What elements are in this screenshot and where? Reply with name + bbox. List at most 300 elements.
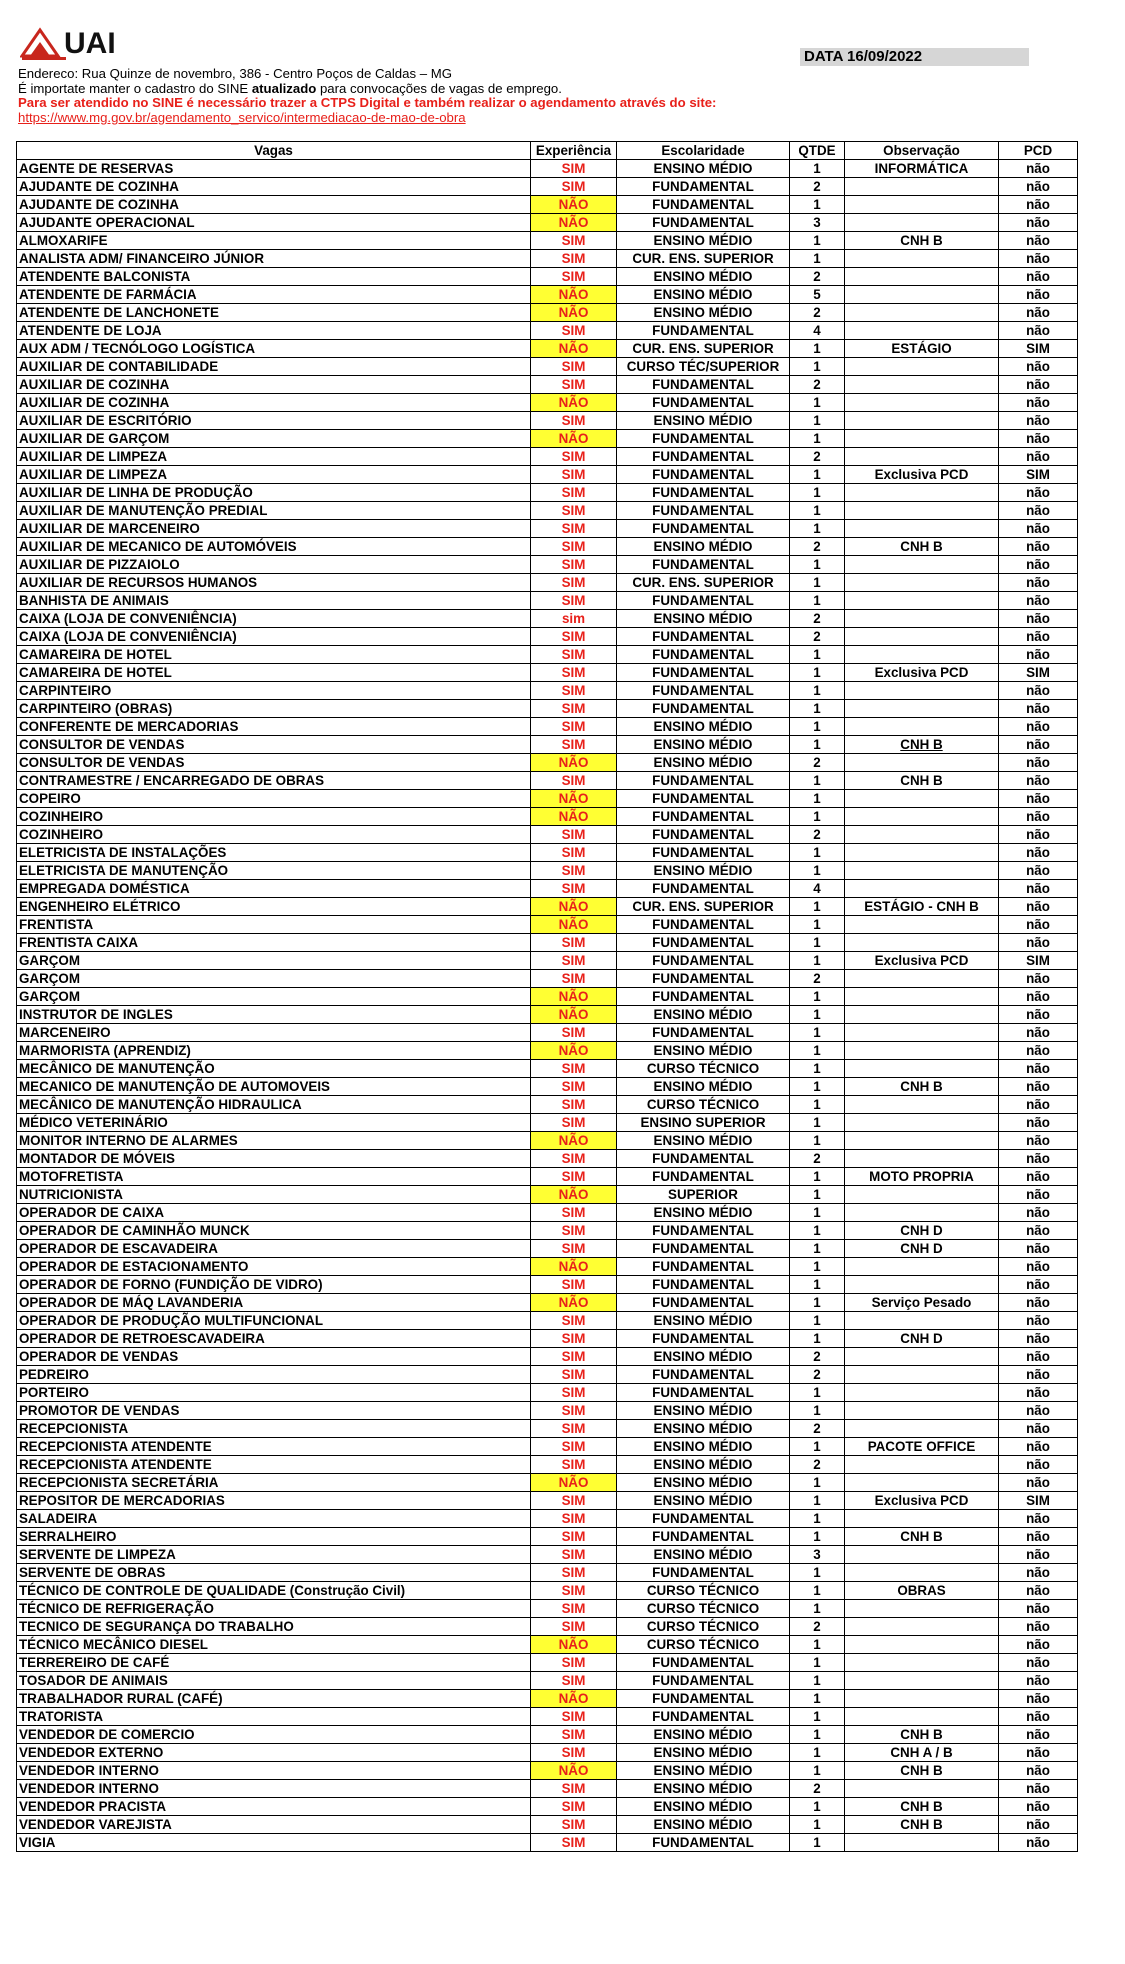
qtde-cell: 1 <box>790 1204 845 1222</box>
escolaridade-cell: FUNDAMENTAL <box>617 1672 790 1690</box>
experiencia-cell: SIM <box>531 322 617 340</box>
escolaridade-cell: FUNDAMENTAL <box>617 1654 790 1672</box>
experiencia-cell: SIM <box>531 1672 617 1690</box>
table-row <box>17 772 1078 790</box>
scheduling-link[interactable]: https://www.mg.gov.br/agendamento_servico/intermediacao-de-mao-de-obra <box>18 109 466 125</box>
table-row <box>17 1798 1078 1816</box>
vaga-cell: VENDEDOR INTERNO <box>17 1762 531 1780</box>
vaga-cell: MARCENEIRO <box>17 1024 531 1042</box>
pcd-cell: não <box>999 1204 1078 1222</box>
qtde-cell: 2 <box>790 1348 845 1366</box>
pcd-cell: SIM <box>999 952 1078 970</box>
observacao-cell <box>845 1096 999 1114</box>
escolaridade-cell: FUNDAMENTAL <box>617 1168 790 1186</box>
vaga-cell: OPERADOR DE ESCAVADEIRA <box>17 1240 531 1258</box>
vaga-cell: CAMAREIRA DE HOTEL <box>17 664 531 682</box>
pcd-cell: não <box>999 1546 1078 1564</box>
vaga-cell: OPERADOR DE VENDAS <box>17 1348 531 1366</box>
experiencia-cell: NÃO <box>531 304 617 322</box>
experiencia-cell: SIM <box>531 1150 617 1168</box>
experiencia-cell: NÃO <box>531 1294 617 1312</box>
vaga-cell: OPERADOR DE ESTACIONAMENTO <box>17 1258 531 1276</box>
observacao-cell <box>845 1276 999 1294</box>
experiencia-cell: SIM <box>531 1078 617 1096</box>
vaga-cell: AJUDANTE DE COZINHA <box>17 178 531 196</box>
qtde-cell: 1 <box>790 1492 845 1510</box>
vaga-cell: TÉCNICO DE CONTROLE DE QUALIDADE (Construção Civil) <box>17 1582 531 1600</box>
table-row <box>17 754 1078 772</box>
pcd-cell: não <box>999 1024 1078 1042</box>
observacao-cell: Exclusiva PCD <box>845 1492 999 1510</box>
experiencia-cell: SIM <box>531 1060 617 1078</box>
experiencia-cell: SIM <box>531 1798 617 1816</box>
experiencia-cell: SIM <box>531 160 617 178</box>
experiencia-cell: SIM <box>531 358 617 376</box>
vaga-cell: TÉCNICO DE REFRIGERAÇÃO <box>17 1600 531 1618</box>
pcd-cell: não <box>999 196 1078 214</box>
experiencia-cell: SIM <box>531 1330 617 1348</box>
vaga-cell: ATENDENTE DE FARMÁCIA <box>17 286 531 304</box>
experiencia-cell: NÃO <box>531 430 617 448</box>
experiencia-cell: SIM <box>531 1402 617 1420</box>
vaga-cell: CARPINTEIRO <box>17 682 531 700</box>
qtde-cell: 1 <box>790 1816 845 1834</box>
experiencia-cell: SIM <box>531 268 617 286</box>
vaga-cell: INSTRUTOR DE INGLES <box>17 1006 531 1024</box>
table-row <box>17 304 1078 322</box>
qtde-cell: 1 <box>790 1510 845 1528</box>
pcd-cell: não <box>999 394 1078 412</box>
escolaridade-cell: ENSINO MÉDIO <box>617 1204 790 1222</box>
qtde-cell: 3 <box>790 214 845 232</box>
vaga-cell: TRABALHADOR RURAL (CAFÉ) <box>17 1690 531 1708</box>
escolaridade-cell: ENSINO MÉDIO <box>617 1762 790 1780</box>
observacao-cell <box>845 1150 999 1168</box>
observacao-cell <box>845 1024 999 1042</box>
escolaridade-cell: FUNDAMENTAL <box>617 952 790 970</box>
escolaridade-cell: ENSINO MÉDIO <box>617 1006 790 1024</box>
pcd-cell: não <box>999 1726 1078 1744</box>
vaga-cell: MECÂNICO DE MANUTENÇÃO <box>17 1060 531 1078</box>
observacao-cell <box>845 1834 999 1852</box>
escolaridade-cell: CURSO TÉCNICO <box>617 1600 790 1618</box>
pcd-cell: não <box>999 1708 1078 1726</box>
table-row <box>17 160 1078 178</box>
observacao-cell <box>845 214 999 232</box>
vaga-cell: AUXILIAR DE COZINHA <box>17 376 531 394</box>
observacao-cell: ESTÁGIO <box>845 340 999 358</box>
vaga-cell: RECEPCIONISTA ATENDENTE <box>17 1456 531 1474</box>
experiencia-cell: NÃO <box>531 1258 617 1276</box>
qtde-cell: 1 <box>790 1060 845 1078</box>
table-row <box>17 970 1078 988</box>
vaga-cell: AUXILIAR DE CONTABILIDADE <box>17 358 531 376</box>
table-row <box>17 448 1078 466</box>
notice-pre: É importate manter o cadastro do SINE <box>18 80 252 96</box>
observacao-cell: CNH A / B <box>845 1744 999 1762</box>
vaga-cell: REPOSITOR DE MERCADORIAS <box>17 1492 531 1510</box>
experiencia-cell: NÃO <box>531 1636 617 1654</box>
vaga-cell: AUXILIAR DE LIMPEZA <box>17 466 531 484</box>
table-row <box>17 1204 1078 1222</box>
vaga-cell: TRATORISTA <box>17 1708 531 1726</box>
table-row <box>17 520 1078 538</box>
vaga-cell: OPERADOR DE CAMINHÃO MUNCK <box>17 1222 531 1240</box>
vaga-cell: AUXILIAR DE PIZZAIOLO <box>17 556 531 574</box>
experiencia-cell: SIM <box>531 772 617 790</box>
escolaridade-cell: ENSINO MÉDIO <box>617 718 790 736</box>
table-row <box>17 628 1078 646</box>
escolaridade-cell: FUNDAMENTAL <box>617 790 790 808</box>
pcd-cell: não <box>999 1438 1078 1456</box>
pcd-cell: não <box>999 898 1078 916</box>
notice-post: para convocações de vagas de emprego. <box>316 80 562 96</box>
pcd-cell: não <box>999 1510 1078 1528</box>
observacao-cell <box>845 970 999 988</box>
qtde-cell: 1 <box>790 1744 845 1762</box>
experiencia-cell: NÃO <box>531 394 617 412</box>
escolaridade-cell: CUR. ENS. SUPERIOR <box>617 250 790 268</box>
observacao-cell: CNH D <box>845 1330 999 1348</box>
experiencia-cell: SIM <box>531 1348 617 1366</box>
table-row <box>17 1402 1078 1420</box>
pcd-cell: não <box>999 1078 1078 1096</box>
observacao-cell <box>845 1780 999 1798</box>
experiencia-cell: NÃO <box>531 1132 617 1150</box>
pcd-cell: não <box>999 1276 1078 1294</box>
experiencia-cell: NÃO <box>531 1474 617 1492</box>
experiencia-cell: SIM <box>531 862 617 880</box>
table-row <box>17 322 1078 340</box>
experiencia-cell: NÃO <box>531 1690 617 1708</box>
observacao-cell: CNH B <box>845 1816 999 1834</box>
observacao-cell <box>845 1114 999 1132</box>
experiencia-cell: NÃO <box>531 340 617 358</box>
qtde-cell: 1 <box>790 790 845 808</box>
table-row <box>17 1636 1078 1654</box>
vaga-cell: PROMOTOR DE VENDAS <box>17 1402 531 1420</box>
observacao-cell: CNH B <box>845 538 999 556</box>
observacao-cell: CNH B <box>845 736 999 754</box>
table-row <box>17 1006 1078 1024</box>
escolaridade-cell: FUNDAMENTAL <box>617 1708 790 1726</box>
vaga-cell: CAMAREIRA DE HOTEL <box>17 646 531 664</box>
table-row <box>17 1078 1078 1096</box>
table-row <box>17 1510 1078 1528</box>
table-row <box>17 502 1078 520</box>
table-header-row <box>17 142 1078 160</box>
pcd-cell: não <box>999 1132 1078 1150</box>
info-block <box>18 67 1108 125</box>
escolaridade-cell: ENSINO MÉDIO <box>617 1078 790 1096</box>
experiencia-cell: SIM <box>531 682 617 700</box>
qtde-cell: 1 <box>790 484 845 502</box>
table-row <box>17 1816 1078 1834</box>
table-row <box>17 1474 1078 1492</box>
qtde-cell: 1 <box>790 1186 845 1204</box>
table-row <box>17 952 1078 970</box>
experiencia-cell: SIM <box>531 1654 617 1672</box>
observacao-cell <box>845 1456 999 1474</box>
observacao-cell <box>845 1708 999 1726</box>
pcd-cell: não <box>999 1690 1078 1708</box>
vaga-cell: VENDEDOR DE COMERCIO <box>17 1726 531 1744</box>
table-row <box>17 1708 1078 1726</box>
vaga-cell: OPERADOR DE PRODUÇÃO MULTIFUNCIONAL <box>17 1312 531 1330</box>
qtde-cell: 1 <box>790 1762 845 1780</box>
experiencia-cell: SIM <box>531 1276 617 1294</box>
table-row <box>17 1096 1078 1114</box>
observacao-cell: MOTO PROPRIA <box>845 1168 999 1186</box>
pcd-cell: não <box>999 772 1078 790</box>
escolaridade-cell: FUNDAMENTAL <box>617 700 790 718</box>
vaga-cell: MONTADOR DE MÓVEIS <box>17 1150 531 1168</box>
pcd-cell: não <box>999 1654 1078 1672</box>
qtde-cell: 1 <box>790 412 845 430</box>
table-row <box>17 1150 1078 1168</box>
table-row <box>17 268 1078 286</box>
table-row <box>17 1258 1078 1276</box>
table-row <box>17 1672 1078 1690</box>
notice-bold: atualizado <box>251 80 317 96</box>
escolaridade-cell: FUNDAMENTAL <box>617 1240 790 1258</box>
observacao-cell <box>845 1546 999 1564</box>
vaga-cell: VENDEDOR INTERNO <box>17 1780 531 1798</box>
experiencia-cell: SIM <box>531 448 617 466</box>
qtde-cell: 1 <box>790 1564 845 1582</box>
vaga-cell: AUXILIAR DE MANUTENÇÃO PREDIAL <box>17 502 531 520</box>
vaga-cell: AUXILIAR DE ESCRITÓRIO <box>17 412 531 430</box>
observacao-cell <box>845 178 999 196</box>
qtde-cell: 1 <box>790 700 845 718</box>
experiencia-cell: SIM <box>531 1816 617 1834</box>
qtde-cell: 1 <box>790 520 845 538</box>
experiencia-cell: SIM <box>531 1726 617 1744</box>
table-row <box>17 1132 1078 1150</box>
escolaridade-cell: FUNDAMENTAL <box>617 376 790 394</box>
vaga-cell: AUXILIAR DE GARÇOM <box>17 430 531 448</box>
vaga-cell: CAIXA (LOJA DE CONVENIÊNCIA) <box>17 628 531 646</box>
qtde-cell: 1 <box>790 1690 845 1708</box>
qtde-cell: 1 <box>790 1168 845 1186</box>
table-row <box>17 1456 1078 1474</box>
table-row <box>17 214 1078 232</box>
table-row <box>17 340 1078 358</box>
experiencia-cell: NÃO <box>531 808 617 826</box>
pcd-cell: não <box>999 1762 1078 1780</box>
table-row <box>17 1114 1078 1132</box>
experiencia-cell: SIM <box>531 844 617 862</box>
observacao-cell <box>845 1204 999 1222</box>
table-row <box>17 250 1078 268</box>
qtde-cell: 1 <box>790 1582 845 1600</box>
table-row <box>17 1546 1078 1564</box>
experiencia-cell: SIM <box>531 646 617 664</box>
experiencia-cell: SIM <box>531 826 617 844</box>
qtde-cell: 1 <box>790 772 845 790</box>
observacao-cell: INFORMÁTICA <box>845 160 999 178</box>
qtde-cell: 1 <box>790 466 845 484</box>
table-row <box>17 466 1078 484</box>
warning-line: Para ser atendido no SINE é necessário trazer a CTPS Digital e também realizar o agendamento através do site: <box>18 95 717 111</box>
pcd-cell: não <box>999 1798 1078 1816</box>
vaga-cell: COZINHEIRO <box>17 808 531 826</box>
escolaridade-cell: FUNDAMENTAL <box>617 466 790 484</box>
qtde-cell: 1 <box>790 340 845 358</box>
observacao-cell: CNH B <box>845 772 999 790</box>
escolaridade-cell: FUNDAMENTAL <box>617 1150 790 1168</box>
pcd-cell: não <box>999 1600 1078 1618</box>
pcd-cell: não <box>999 430 1078 448</box>
column-header-escolaridade: Escolaridade <box>617 142 790 160</box>
pcd-cell: não <box>999 934 1078 952</box>
column-header-experiencia: Experiência <box>531 142 617 160</box>
pcd-cell: não <box>999 1240 1078 1258</box>
qtde-cell: 2 <box>790 1366 845 1384</box>
experiencia-cell: SIM <box>531 1834 617 1852</box>
pcd-cell: SIM <box>999 466 1078 484</box>
pcd-cell: não <box>999 574 1078 592</box>
observacao-cell <box>845 646 999 664</box>
qtde-cell: 1 <box>790 1240 845 1258</box>
table-row <box>17 664 1078 682</box>
experiencia-cell: SIM <box>531 1222 617 1240</box>
escolaridade-cell: ENSINO MÉDIO <box>617 538 790 556</box>
qtde-cell: 1 <box>790 1708 845 1726</box>
vaga-cell: ENGENHEIRO ELÉTRICO <box>17 898 531 916</box>
escolaridade-cell: FUNDAMENTAL <box>617 844 790 862</box>
experiencia-cell: NÃO <box>531 898 617 916</box>
observacao-cell <box>845 610 999 628</box>
vaga-cell: TERREREIRO DE CAFÉ <box>17 1654 531 1672</box>
experiencia-cell: SIM <box>531 376 617 394</box>
vaga-cell: ATENDENTE BALCONISTA <box>17 268 531 286</box>
observacao-cell <box>845 502 999 520</box>
vaga-cell: NUTRICIONISTA <box>17 1186 531 1204</box>
vaga-cell: EMPREGADA DOMÉSTICA <box>17 880 531 898</box>
pcd-cell: não <box>999 754 1078 772</box>
pcd-cell: não <box>999 502 1078 520</box>
experiencia-cell: SIM <box>531 1024 617 1042</box>
vaga-cell: OPERADOR DE FORNO (FUNDIÇÃO DE VIDRO) <box>17 1276 531 1294</box>
escolaridade-cell: ENSINO MÉDIO <box>617 1726 790 1744</box>
experiencia-cell: NÃO <box>531 1006 617 1024</box>
experiencia-cell: SIM <box>531 592 617 610</box>
qtde-cell: 2 <box>790 610 845 628</box>
pcd-cell: não <box>999 610 1078 628</box>
pcd-cell: não <box>999 1006 1078 1024</box>
table-row <box>17 898 1078 916</box>
vaga-cell: AJUDANTE DE COZINHA <box>17 196 531 214</box>
qtde-cell: 1 <box>790 1330 845 1348</box>
vaga-cell: ELETRICISTA DE INSTALAÇÕES <box>17 844 531 862</box>
vaga-cell: CAIXA (LOJA DE CONVENIÊNCIA) <box>17 610 531 628</box>
escolaridade-cell: FUNDAMENTAL <box>617 1258 790 1276</box>
table-row <box>17 718 1078 736</box>
table-row <box>17 826 1078 844</box>
qtde-cell: 2 <box>790 1150 845 1168</box>
qtde-cell: 2 <box>790 268 845 286</box>
qtde-cell: 1 <box>790 1726 845 1744</box>
vaga-cell: VENDEDOR EXTERNO <box>17 1744 531 1762</box>
table-row <box>17 592 1078 610</box>
experiencia-cell: SIM <box>531 412 617 430</box>
qtde-cell: 1 <box>790 988 845 1006</box>
qtde-cell: 1 <box>790 916 845 934</box>
pcd-cell: não <box>999 1150 1078 1168</box>
vaga-cell: CARPINTEIRO (OBRAS) <box>17 700 531 718</box>
pcd-cell: não <box>999 844 1078 862</box>
experiencia-cell: SIM <box>531 736 617 754</box>
observacao-cell <box>845 826 999 844</box>
vaga-cell: AUXILIAR DE MARCENEIRO <box>17 520 531 538</box>
table-row <box>17 1618 1078 1636</box>
pcd-cell: não <box>999 250 1078 268</box>
vaga-cell: ATENDENTE DE LANCHONETE <box>17 304 531 322</box>
vaga-cell: RECEPCIONISTA SECRETÁRIA <box>17 1474 531 1492</box>
qtde-cell: 5 <box>790 286 845 304</box>
qtde-cell: 1 <box>790 952 845 970</box>
escolaridade-cell: ENSINO MÉDIO <box>617 1402 790 1420</box>
vaga-cell: GARÇOM <box>17 988 531 1006</box>
observacao-cell <box>845 1384 999 1402</box>
escolaridade-cell: ENSINO MÉDIO <box>617 304 790 322</box>
experiencia-cell: NÃO <box>531 754 617 772</box>
escolaridade-cell: ENSINO MÉDIO <box>617 1312 790 1330</box>
qtde-cell: 2 <box>790 970 845 988</box>
experiencia-cell: SIM <box>531 1600 617 1618</box>
vaga-cell: OPERADOR DE RETROESCAVADEIRA <box>17 1330 531 1348</box>
qtde-cell: 1 <box>790 358 845 376</box>
observacao-cell <box>845 358 999 376</box>
escolaridade-cell: CUR. ENS. SUPERIOR <box>617 898 790 916</box>
pcd-cell: não <box>999 448 1078 466</box>
experiencia-cell: SIM <box>531 1744 617 1762</box>
table-row <box>17 1042 1078 1060</box>
experiencia-cell: SIM <box>531 880 617 898</box>
pcd-cell: não <box>999 1114 1078 1132</box>
escolaridade-cell: FUNDAMENTAL <box>617 1276 790 1294</box>
experiencia-cell: SIM <box>531 1096 617 1114</box>
vaga-cell: TECNICO DE SEGURANÇA DO TRABALHO <box>17 1618 531 1636</box>
vaga-cell: CONSULTOR DE VENDAS <box>17 754 531 772</box>
pcd-cell: não <box>999 214 1078 232</box>
qtde-cell: 2 <box>790 754 845 772</box>
escolaridade-cell: ENSINO MÉDIO <box>617 1132 790 1150</box>
table-row <box>17 1564 1078 1582</box>
table-row <box>17 1690 1078 1708</box>
vaga-cell: PEDREIRO <box>17 1366 531 1384</box>
observacao-cell <box>845 682 999 700</box>
qtde-cell: 2 <box>790 538 845 556</box>
pcd-cell: não <box>999 628 1078 646</box>
pcd-cell: não <box>999 286 1078 304</box>
table-row <box>17 610 1078 628</box>
vaga-cell: ALMOXARIFE <box>17 232 531 250</box>
pcd-cell: não <box>999 1780 1078 1798</box>
table-row <box>17 286 1078 304</box>
table-row <box>17 1348 1078 1366</box>
table-row <box>17 844 1078 862</box>
experiencia-cell: NÃO <box>531 790 617 808</box>
uai-logo <box>20 26 120 62</box>
escolaridade-cell: CURSO TÉCNICO <box>617 1060 790 1078</box>
table-row <box>17 1186 1078 1204</box>
observacao-cell: CNH B <box>845 1798 999 1816</box>
table-row <box>17 736 1078 754</box>
table-row <box>17 376 1078 394</box>
vaga-cell: GARÇOM <box>17 952 531 970</box>
